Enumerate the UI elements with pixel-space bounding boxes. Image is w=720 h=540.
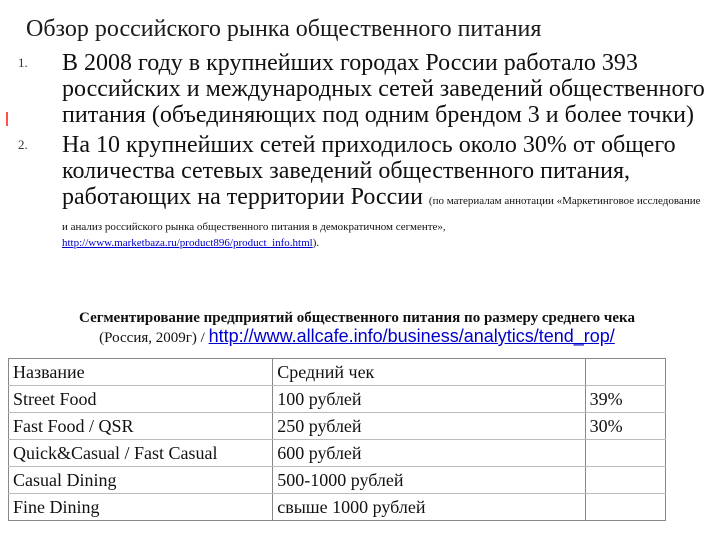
table-row — [9, 494, 666, 521]
segment-link[interactable]: http://www.allcafe.info/business/analytics/tend_rop/ — [208, 326, 615, 346]
table-row — [9, 386, 666, 413]
item-text: На 10 крупнейших сетей приходилось около 30% от общего количества сетевых заведений общественного питания, работающих на территории России — [62, 132, 676, 210]
table-cell: Quick&Casual / Fast Casual — [9, 440, 273, 467]
source-note: (по материалам аннотации «Маркетинговое исследование и анализ российского рынка общественного питания в демократичном сегменте», — [62, 195, 701, 233]
item-number: 2. — [18, 137, 28, 152]
table-cell: Название — [9, 359, 273, 386]
table-cell — [585, 494, 665, 521]
bullet-list — [18, 50, 708, 250]
source-reference — [62, 236, 708, 250]
slide-title: Обзор российского рынка общественного питания — [26, 16, 542, 42]
table-row — [9, 413, 666, 440]
table-cell: 600 рублей — [273, 440, 585, 467]
table-cell: Casual Dining — [9, 467, 273, 494]
source-link[interactable]: http://www.marketbaza.ru/product896/product_info.html — [62, 237, 313, 249]
segment-subtitle-text: (Россия, 2009г) / — [99, 330, 205, 346]
left-margin-mark — [6, 112, 8, 126]
table-cell — [585, 359, 665, 386]
table-cell: 100 рублей — [273, 386, 585, 413]
table-cell: 39% — [585, 386, 665, 413]
table-row — [9, 359, 666, 386]
list-item — [18, 50, 708, 128]
table-cell — [585, 467, 665, 494]
item-number: 1. — [18, 55, 28, 70]
list-item — [18, 132, 708, 250]
table-row — [9, 440, 666, 467]
table-cell: 500-1000 рублей — [273, 467, 585, 494]
table-cell: Средний чек — [273, 359, 585, 386]
table-cell: Fast Food / QSR — [9, 413, 273, 440]
table-cell: Fine Dining — [9, 494, 273, 521]
table-cell: Street Food — [9, 386, 273, 413]
item-text: В 2008 году в крупнейших городах России работало 393 российских и международных сетей заведений общественного питания (объединяющих под одним брендом 3 и более точки) — [62, 50, 705, 128]
table-cell — [585, 440, 665, 467]
segment-title: Сегментирование предприятий общественного питания по размеру среднего чека — [79, 310, 635, 326]
table-cell: 30% — [585, 413, 665, 440]
segment-subtitle — [12, 327, 702, 347]
segment-table — [8, 358, 666, 521]
table-cell: 250 рублей — [273, 413, 585, 440]
source-end: ). — [312, 237, 320, 249]
table-cell: свыше 1000 рублей — [273, 494, 585, 521]
table-row — [9, 467, 666, 494]
